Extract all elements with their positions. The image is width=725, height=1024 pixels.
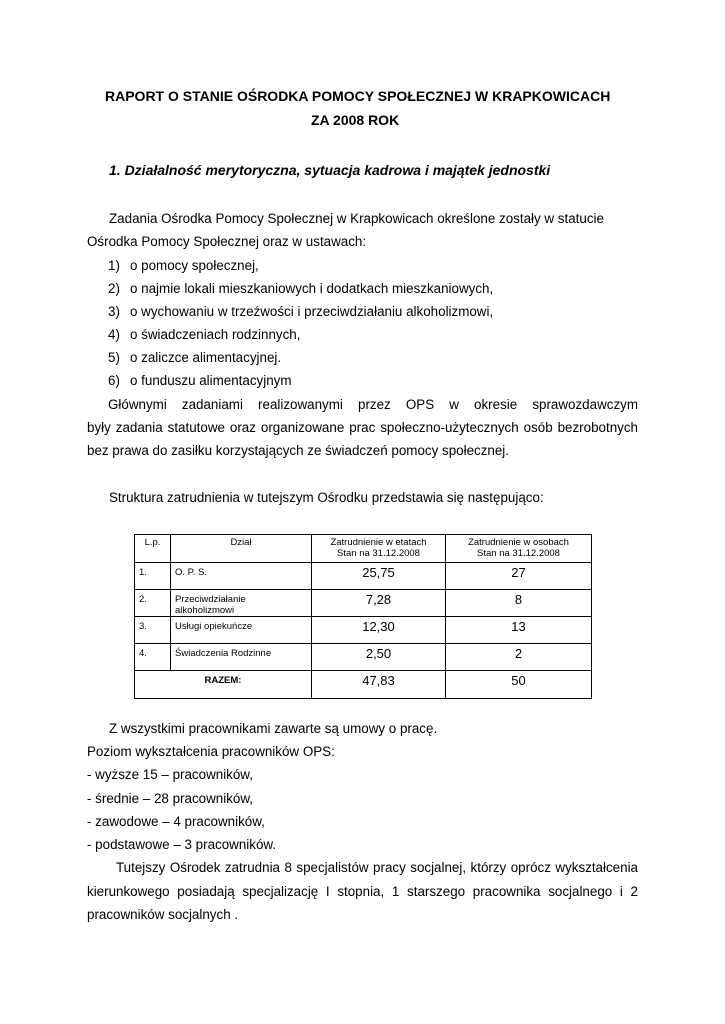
table-row	[135, 617, 592, 644]
specialists-line-3: pracowników socjalnych .	[87, 907, 239, 922]
education-item: - wyższe 15 – pracowników,	[87, 767, 253, 782]
list-item-text: o najmie lokali mieszkaniowych i dodatkach mieszkaniowych,	[130, 281, 494, 296]
list-item-number: 3)	[108, 304, 120, 319]
cell-lp: 3.	[135, 617, 171, 644]
main-tasks-line-3: bez prawa do zasiłku korzystających ze świadczeń pomocy społecznej.	[87, 443, 510, 458]
list-item	[108, 327, 300, 343]
education-item: - średnie – 28 pracowników,	[87, 791, 253, 806]
list-item-number: 5)	[108, 350, 120, 365]
cell-osoby: 8	[446, 590, 592, 617]
main-tasks-line-2: były zadania statutowe oraz organizowane prac społeczno-użytecznych osób bezrobotnych	[87, 420, 638, 435]
cell-lp: 4.	[135, 644, 171, 671]
table-total-row	[135, 671, 592, 699]
education-heading: Poziom wykształcenia pracowników OPS:	[87, 744, 335, 759]
cell-total-osoby: 50	[446, 671, 592, 699]
cell-lp: 2.	[135, 590, 171, 617]
contracts-text: Z wszystkimi pracownikami zawarte są umowy o pracę.	[109, 721, 438, 736]
header-osoby	[446, 535, 592, 563]
section-heading: 1. Działalność merytoryczna, sytuacja kadrowa i majątek jednostki	[109, 162, 551, 178]
cell-dzial: Przeciwdziałanie alkoholizmowi	[171, 590, 312, 617]
cell-etaty: 7,28	[312, 590, 446, 617]
staff-table	[134, 534, 592, 699]
list-item-text: o pomocy społecznej,	[130, 258, 259, 273]
header-etaty-line1: Zatrudnienie w etatach	[330, 537, 427, 548]
table-row	[135, 590, 592, 617]
header-dzial: Dział	[171, 535, 312, 563]
header-etaty-line2: Stan na 31.12.2008	[337, 548, 420, 559]
education-item: - zawodowe – 4 pracowników,	[87, 814, 265, 829]
specialists-line-1: Tutejszy Ośrodek zatrudnia 8 specjalistów pracy socjalnej, którzy oprócz wykształcenia	[116, 860, 638, 875]
list-item	[108, 304, 493, 320]
table-header-row	[135, 535, 592, 563]
cell-etaty: 2,50	[312, 644, 446, 671]
document-title-line1: RAPORT O STANIE OŚRODKA POMOCY SPOŁECZNEJ W KRAPKOWICACH	[105, 88, 611, 104]
header-lp: L.p.	[135, 535, 171, 563]
intro-line-2: Ośrodka Pomocy Społecznej oraz w ustawach:	[87, 234, 367, 249]
cell-dzial: Usługi opiekuńcze	[171, 617, 312, 644]
header-osoby-line1: Zatrudnienie w osobach	[468, 537, 569, 548]
cell-total-label: RAZEM:	[135, 671, 312, 699]
table-row	[135, 644, 592, 671]
cell-etaty: 12,30	[312, 617, 446, 644]
intro-line-1: Zadania Ośrodka Pomocy Społecznej w Krapkowicach określone zostały w statucie	[109, 211, 604, 226]
list-item-text: o wychowaniu w trzeźwości i przeciwdziałaniu alkoholizmowi,	[130, 304, 494, 319]
structure-intro: Struktura zatrudnienia w tutejszym Ośrodku przedstawia się następująco:	[109, 490, 544, 505]
cell-dzial: Świadczenia Rodzinne	[171, 644, 312, 671]
cell-osoby: 27	[446, 563, 592, 590]
list-item-number: 2)	[108, 281, 120, 296]
cell-osoby: 2	[446, 644, 592, 671]
list-item	[108, 281, 493, 297]
list-item-number: 6)	[108, 373, 120, 388]
list-item-number: 4)	[108, 327, 120, 342]
main-tasks-line-1: Głównymi zadaniami realizowanymi przez OPS w okresie sprawozdawczym	[108, 397, 638, 412]
cell-etaty: 25,75	[312, 563, 446, 590]
list-item-text: o zaliczce alimentacyjnej.	[130, 350, 282, 365]
cell-dzial: O. P. S.	[171, 563, 312, 590]
cell-lp: 1.	[135, 563, 171, 590]
specialists-line-2: kierunkowego posiadają specjalizację I stopnia, 1 starszego pracownika socjalnego i 2	[87, 884, 638, 899]
list-item-text: o świadczeniach rodzinnych,	[130, 327, 301, 342]
cell-total-etaty: 47,83	[312, 671, 446, 699]
education-item: - podstawowe – 3 pracowników.	[87, 837, 277, 852]
header-osoby-line2: Stan na 31.12.2008	[477, 548, 560, 559]
list-item	[108, 258, 259, 274]
document-title-line2: ZA 2008 ROK	[311, 112, 400, 128]
list-item	[108, 373, 292, 389]
list-item-number: 1)	[108, 258, 120, 273]
list-item-text: o funduszu alimentacyjnym	[130, 373, 292, 388]
list-item	[108, 350, 281, 366]
table-row	[135, 563, 592, 590]
header-etaty	[312, 535, 446, 563]
cell-osoby: 13	[446, 617, 592, 644]
